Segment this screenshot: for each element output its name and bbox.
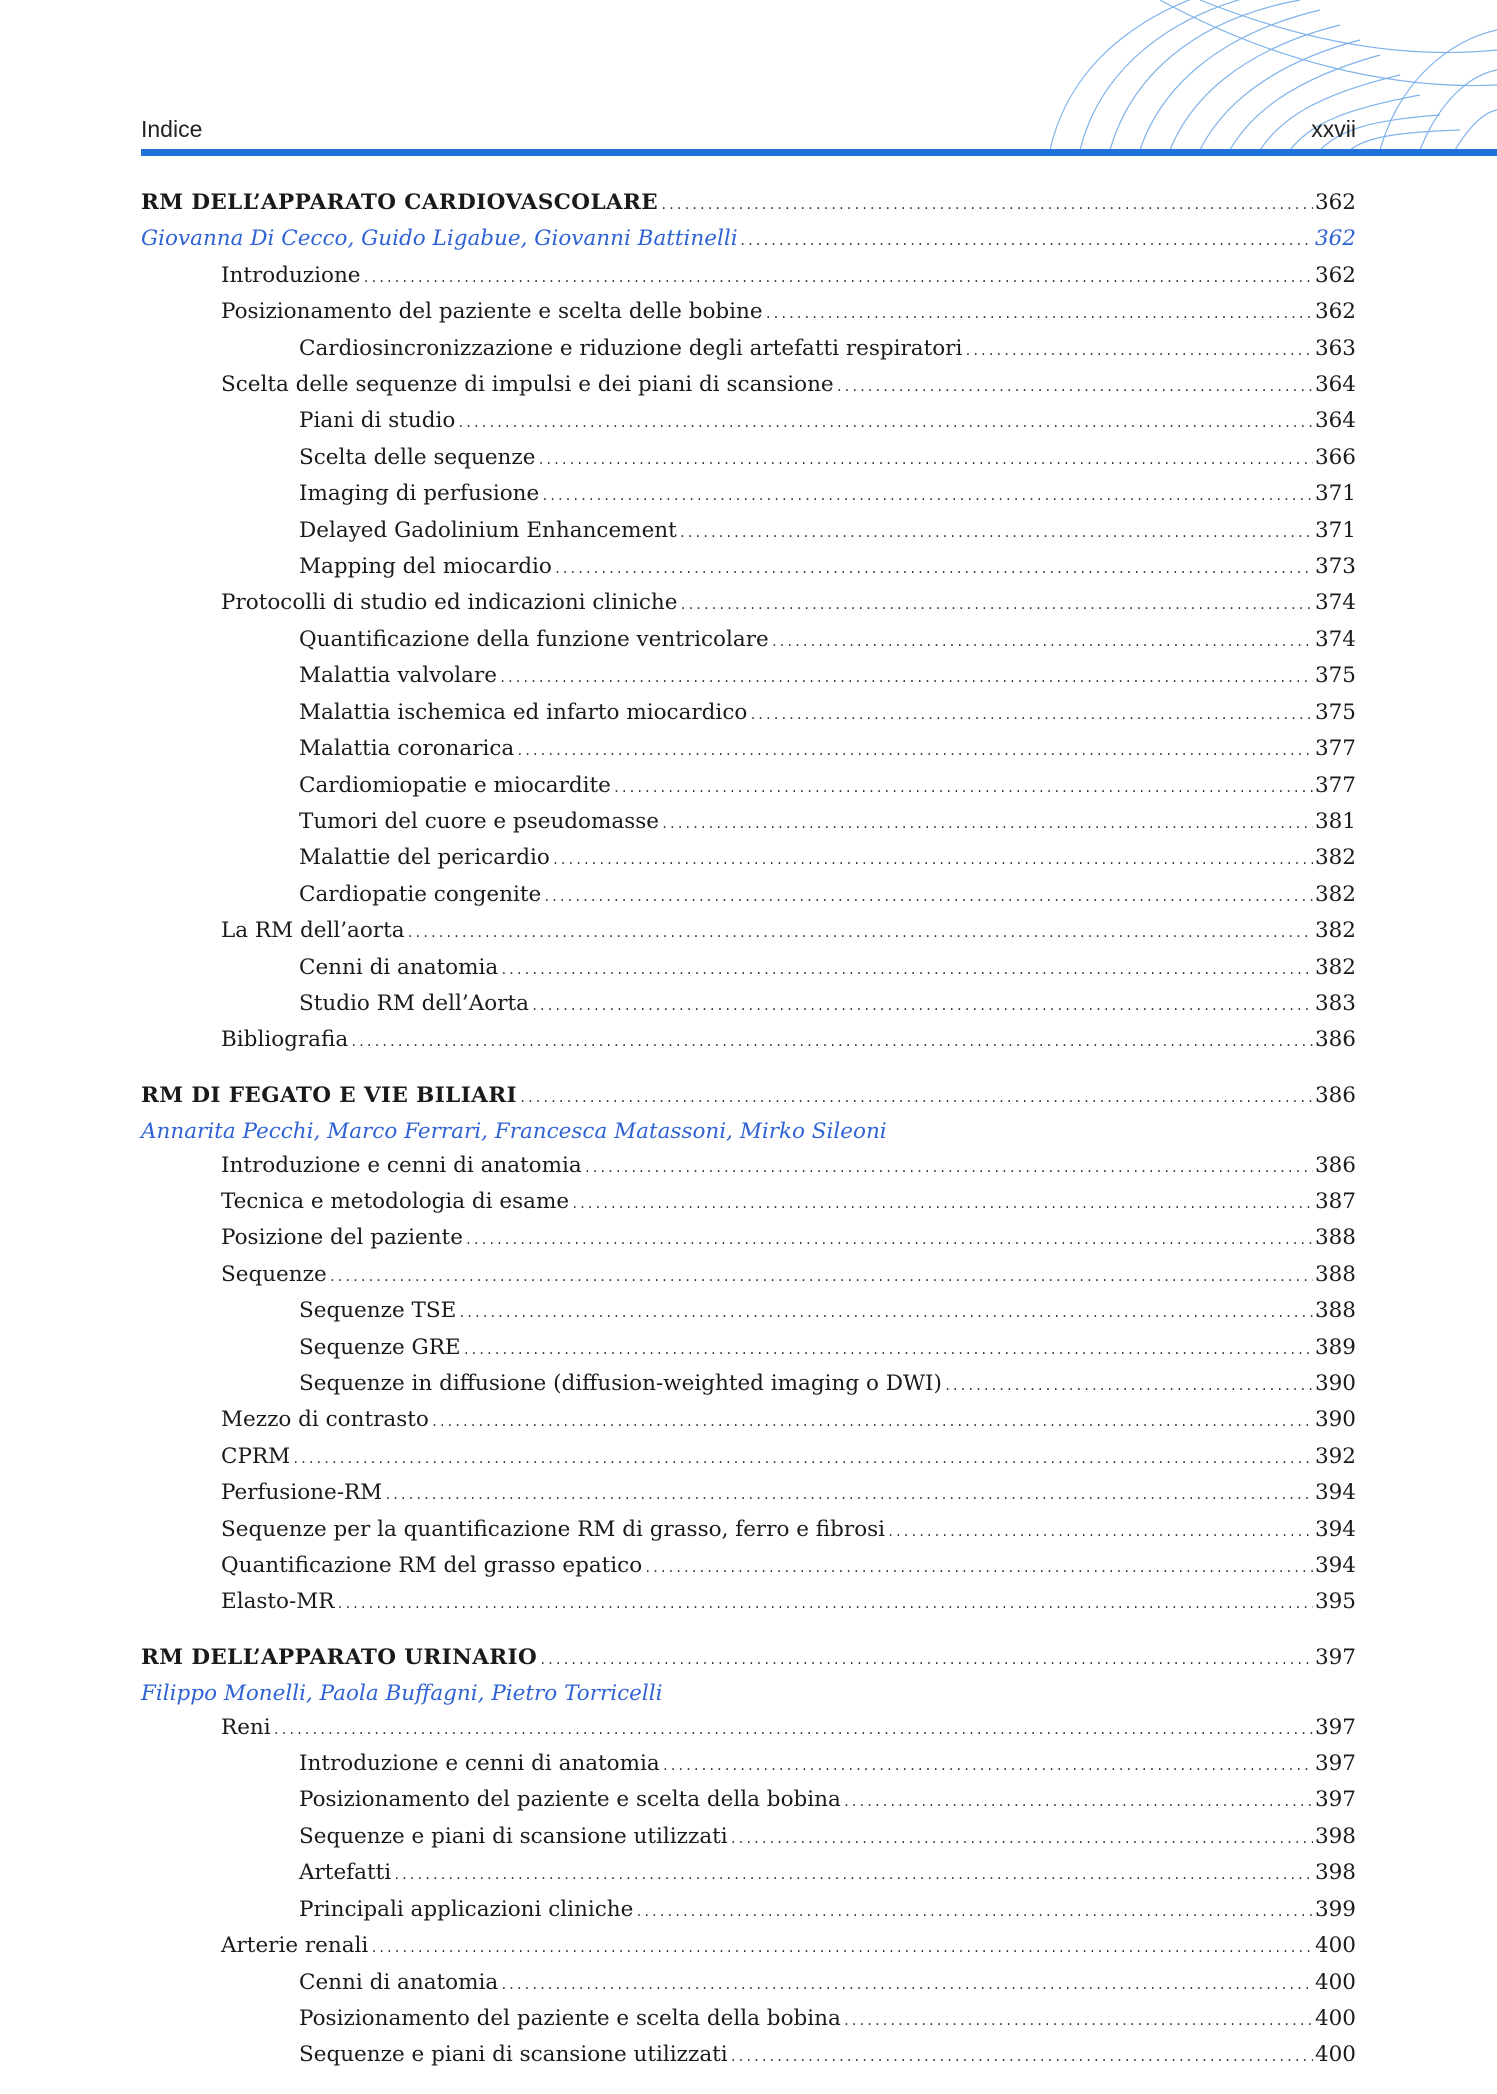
entry-title: Filippo Monelli, Paola Buffagni, Pietro Torricelli: [141, 1681, 663, 1707]
toc-entry[interactable]: [141, 878, 1356, 914]
dot-leader: [660, 189, 1313, 222]
table-of-contents: [141, 186, 1356, 2094]
toc-entry[interactable]: [141, 1331, 1356, 1367]
dot-leader: [465, 1224, 1313, 1257]
entry-page-number: 371: [1314, 481, 1356, 507]
entry-page-number: 400: [1314, 1933, 1356, 1959]
toc-entry[interactable]: [141, 1893, 1356, 1929]
entry-page-number: 377: [1314, 736, 1356, 762]
dot-leader: [363, 262, 1313, 295]
entry-page-number: 390: [1314, 1407, 1356, 1433]
dot-leader: [730, 1823, 1313, 1856]
toc-entry[interactable]: [141, 295, 1356, 331]
dot-leader: [329, 1261, 1313, 1294]
entry-page-number: 399: [1314, 1896, 1356, 1922]
entry-page-number: 374: [1314, 626, 1356, 652]
dot-leader: [499, 662, 1313, 695]
entry-page-number: 362: [1314, 190, 1356, 215]
toc-entry[interactable]: [141, 586, 1356, 622]
toc-entry[interactable]: [141, 259, 1356, 295]
entry-title: Imaging di perfusione: [299, 481, 540, 507]
dot-leader: [887, 1516, 1313, 1549]
dot-leader: [539, 1644, 1313, 1677]
entry-page-number: 400: [1314, 1969, 1356, 1995]
entry-page-number: 397: [1314, 1714, 1356, 1740]
entry-title: Malattie del pericardio: [299, 845, 550, 871]
dot-leader: [463, 1334, 1313, 1367]
entry-title: Posizionamento del paziente e scelta della bobina: [299, 1787, 841, 1813]
dot-leader: [843, 1786, 1313, 1819]
entry-title: Sequenze e piani di scansione utilizzati: [299, 1823, 728, 1849]
dot-leader: [635, 1896, 1313, 1929]
toc-entry[interactable]: [141, 769, 1356, 805]
dot-leader: [554, 553, 1313, 586]
dot-leader: [662, 1750, 1313, 1783]
entry-title: Sequenze per la quantificazione RM di grasso, ferro e fibrosi: [221, 1516, 886, 1542]
entry-page-number: 377: [1314, 772, 1356, 798]
entry-page-number: 388: [1314, 1298, 1356, 1324]
header-rule: [141, 149, 1497, 156]
entry-title: Bibliografia: [221, 1027, 349, 1053]
toc-entry[interactable]: [141, 951, 1356, 987]
toc-section: [141, 1079, 1356, 1622]
dot-leader: [749, 699, 1313, 732]
entry-page-number: 383: [1314, 990, 1356, 1016]
entry-title: Quantificazione della funzione ventricolare: [299, 626, 769, 652]
dot-leader: [516, 735, 1313, 768]
toc-entry[interactable]: [141, 1820, 1356, 1856]
section-heading[interactable]: [141, 1079, 1356, 1115]
toc-entry[interactable]: [141, 2002, 1356, 2038]
entry-page-number: 387: [1314, 1188, 1356, 1214]
entry-page-number: 386: [1314, 1027, 1356, 1053]
entry-title: La RM dell’aorta: [221, 918, 405, 944]
entry-page-number: 382: [1314, 954, 1356, 980]
toc-entry[interactable]: [141, 1294, 1356, 1330]
entry-page-number: 395: [1314, 1589, 1356, 1615]
entry-page-number: 397: [1314, 1644, 1356, 1670]
toc-entry[interactable]: [141, 404, 1356, 440]
dot-leader: [680, 589, 1313, 622]
entry-title: Malattia ischemica ed infarto miocardico: [299, 699, 748, 725]
toc-entry[interactable]: [141, 1513, 1356, 1549]
entry-page-number: 398: [1314, 1860, 1356, 1886]
entry-page-number: 381: [1314, 808, 1356, 834]
toc-entry[interactable]: [141, 659, 1356, 695]
entry-page-number: 366: [1314, 444, 1356, 470]
dot-leader: [679, 517, 1313, 550]
dot-leader: [519, 1082, 1313, 1115]
entry-title: RM DI FEGATO E VIE BILIARI: [141, 1082, 517, 1108]
section-heading[interactable]: [141, 1641, 1356, 1677]
dot-leader: [661, 808, 1313, 841]
entry-title: Cardiomiopatie e miocardite: [299, 772, 611, 798]
dot-leader: [843, 2005, 1313, 2038]
dot-leader: [944, 1370, 1313, 1403]
entry-page-number: 398: [1314, 1823, 1356, 1849]
toc-entry[interactable]: [141, 514, 1356, 550]
entry-title: Posizionamento del paziente e scelta delle bobine: [221, 299, 763, 325]
dot-leader: [384, 1479, 1313, 1512]
dot-leader: [393, 1859, 1313, 1892]
toc-entry[interactable]: [141, 368, 1356, 404]
dot-leader: [730, 2041, 1313, 2074]
entry-title: Tecnica e metodologia di esame: [221, 1188, 570, 1214]
entry-title: Studio RM dell’Aorta: [299, 990, 529, 1016]
dot-leader: [336, 1588, 1312, 1621]
dot-leader: [543, 881, 1313, 914]
toc-entry[interactable]: [141, 1476, 1356, 1512]
dot-leader: [500, 954, 1313, 987]
toc-entry[interactable]: [141, 805, 1356, 841]
entry-title: Sequenze e piani di scansione utilizzati: [299, 2042, 728, 2068]
entry-title: Malattia coronarica: [299, 736, 515, 762]
entry-title: Cenni di anatomia: [299, 954, 499, 980]
toc-entry[interactable]: [141, 1023, 1356, 1059]
dot-leader: [765, 298, 1313, 331]
entry-title: Mapping del miocardio: [299, 554, 552, 580]
toc-entry[interactable]: [141, 1747, 1356, 1783]
toc-section: [141, 186, 1356, 1060]
entry-title: CPRM: [221, 1443, 291, 1469]
toc-entry[interactable]: [141, 841, 1356, 877]
dot-leader: [537, 444, 1313, 477]
entry-page-number: 374: [1314, 590, 1356, 616]
toc-entry[interactable]: [141, 1549, 1356, 1585]
entry-title: Sequenze TSE: [299, 1298, 457, 1324]
dot-leader: [292, 1443, 1313, 1476]
entry-title: Arterie renali: [221, 1933, 369, 1959]
entry-title: Annarita Pecchi, Marco Ferrari, Francesca Matassoni, Mirko Sileoni: [141, 1119, 887, 1145]
dot-leader: [644, 1552, 1313, 1585]
entry-title: Scelta delle sequenze: [299, 444, 536, 470]
entry-page-number: 394: [1314, 1553, 1356, 1579]
entry-title: Elasto-MR: [221, 1589, 335, 1615]
dot-leader: [552, 844, 1313, 877]
entry-page-number: 400: [1314, 2005, 1356, 2031]
entry-title: RM DELL’APPARATO URINARIO: [141, 1644, 538, 1670]
entry-page-number: 388: [1314, 1261, 1356, 1287]
toc-entry[interactable]: [141, 2038, 1356, 2074]
entry-title: Quantificazione RM del grasso epatico: [221, 1553, 643, 1579]
toc-section: [141, 1641, 1356, 2075]
toc-entry[interactable]: [141, 1966, 1356, 2002]
toc-entry[interactable]: [141, 987, 1356, 1023]
entry-title: Giovanna Di Cecco, Guido Ligabue, Giovanni Battinelli: [141, 226, 738, 252]
entry-page-number: 389: [1314, 1334, 1356, 1360]
entry-page-number: 375: [1314, 699, 1356, 725]
dot-leader: [531, 990, 1313, 1023]
dot-leader: [500, 1969, 1313, 2002]
toc-entry[interactable]: [141, 914, 1356, 950]
section-authors: [141, 222, 1356, 258]
entry-page-number: 392: [1314, 1443, 1356, 1469]
toc-entry[interactable]: [141, 1149, 1356, 1185]
entry-title: Principali applicazioni cliniche: [299, 1896, 634, 1922]
dot-leader: [613, 772, 1313, 805]
dot-leader: [457, 407, 1313, 440]
entry-title: Sequenze: [221, 1261, 327, 1287]
section-authors: [141, 1677, 1356, 1710]
dot-leader: [407, 917, 1313, 950]
entry-title: Cardiosincronizzazione e riduzione degli artefatti respiratori: [299, 335, 963, 361]
dot-leader: [273, 1714, 1313, 1747]
entry-title: Piani di studio: [299, 408, 456, 434]
dot-leader: [370, 1932, 1313, 1965]
entry-title: Sequenze GRE: [299, 1334, 461, 1360]
dot-leader: [964, 335, 1313, 368]
dot-leader: [350, 1026, 1313, 1059]
entry-title: Artefatti: [299, 1860, 392, 1886]
dot-leader: [584, 1152, 1313, 1185]
toc-entry[interactable]: [141, 1585, 1356, 1621]
entry-page-number: 386: [1314, 1082, 1356, 1108]
toc-entry[interactable]: [141, 1929, 1356, 1965]
dot-leader: [458, 1297, 1313, 1330]
toc-entry[interactable]: [141, 1185, 1356, 1221]
entry-title: Mezzo di contrasto: [221, 1407, 429, 1433]
toc-entry[interactable]: [141, 1367, 1356, 1403]
entry-title: Cenni di anatomia: [299, 1969, 499, 1995]
entry-page-number: 388: [1314, 1225, 1356, 1251]
entry-page-number: 394: [1314, 1516, 1356, 1542]
entry-title: Protocolli di studio ed indicazioni cliniche: [221, 590, 678, 616]
entry-title: Introduzione e cenni di anatomia: [299, 1751, 660, 1777]
toc-entry[interactable]: [141, 441, 1356, 477]
toc-entry[interactable]: [141, 1403, 1356, 1439]
toc-entry[interactable]: [141, 732, 1356, 768]
entry-page-number: 397: [1314, 1787, 1356, 1813]
entry-title: Reni: [221, 1714, 271, 1740]
toc-entry[interactable]: [141, 623, 1356, 659]
toc-entry[interactable]: [141, 1221, 1356, 1257]
toc-entry[interactable]: [141, 1856, 1356, 1892]
entry-page-number: 375: [1314, 663, 1356, 689]
entry-page-number: 362: [1314, 299, 1356, 325]
entry-title: Scelta delle sequenze di impulsi e dei piani di scansione: [221, 372, 834, 398]
toc-entry[interactable]: [141, 1783, 1356, 1819]
entry-page-number: 382: [1314, 881, 1356, 907]
entry-page-number: 371: [1314, 517, 1356, 543]
entry-title: Posizionamento del paziente e scelta della bobina: [299, 2005, 841, 2031]
entry-title: Posizione del paziente: [221, 1225, 463, 1251]
entry-page-number: 362: [1314, 262, 1356, 288]
entry-title: Introduzione: [221, 262, 361, 288]
entry-title: Sequenze in diffusione (diffusion-weighted imaging o DWI): [299, 1371, 942, 1396]
entry-title: Tumori del cuore e pseudomasse: [299, 808, 659, 834]
page-header: [141, 116, 1356, 146]
entry-page-number: 382: [1314, 845, 1356, 871]
running-head: Indice: [141, 116, 203, 142]
entry-page-number: 362: [1314, 226, 1356, 252]
entry-page-number: 373: [1314, 554, 1356, 580]
entry-title: Malattia valvolare: [299, 663, 497, 689]
toc-entry[interactable]: [141, 477, 1356, 513]
toc-entry[interactable]: [141, 1711, 1356, 1747]
entry-page-number: 386: [1314, 1152, 1356, 1178]
entry-title: Introduzione e cenni di anatomia: [221, 1152, 582, 1178]
entry-page-number: 390: [1314, 1371, 1356, 1396]
entry-title: Perfusione-RM: [221, 1480, 383, 1506]
entry-title: Cardiopatie congenite: [299, 881, 542, 907]
entry-page-number: 364: [1314, 372, 1356, 398]
toc-entry[interactable]: [141, 332, 1356, 368]
toc-entry[interactable]: [141, 1440, 1356, 1476]
entry-page-number: 400: [1314, 2042, 1356, 2068]
dot-leader: [771, 626, 1313, 659]
dot-leader: [571, 1188, 1313, 1221]
entry-page-number: 363: [1314, 335, 1356, 361]
toc-entry[interactable]: [141, 550, 1356, 586]
toc-entry[interactable]: [141, 1258, 1356, 1294]
entry-title: RM DELL’APPARATO CARDIOVASCOLARE: [141, 190, 659, 215]
dot-leader: [740, 225, 1313, 258]
toc-entry[interactable]: [141, 696, 1356, 732]
dot-leader: [541, 480, 1313, 513]
entry-page-number: 394: [1314, 1480, 1356, 1506]
section-heading[interactable]: [141, 186, 1356, 222]
entry-title: Delayed Gadolinium Enhancement: [299, 517, 677, 543]
page-number: xxvii: [1311, 116, 1356, 142]
entry-page-number: 397: [1314, 1751, 1356, 1777]
section-authors: [141, 1115, 1356, 1148]
dot-leader: [431, 1406, 1313, 1439]
entry-page-number: 364: [1314, 408, 1356, 434]
entry-page-number: 382: [1314, 918, 1356, 944]
dot-leader: [836, 371, 1313, 404]
